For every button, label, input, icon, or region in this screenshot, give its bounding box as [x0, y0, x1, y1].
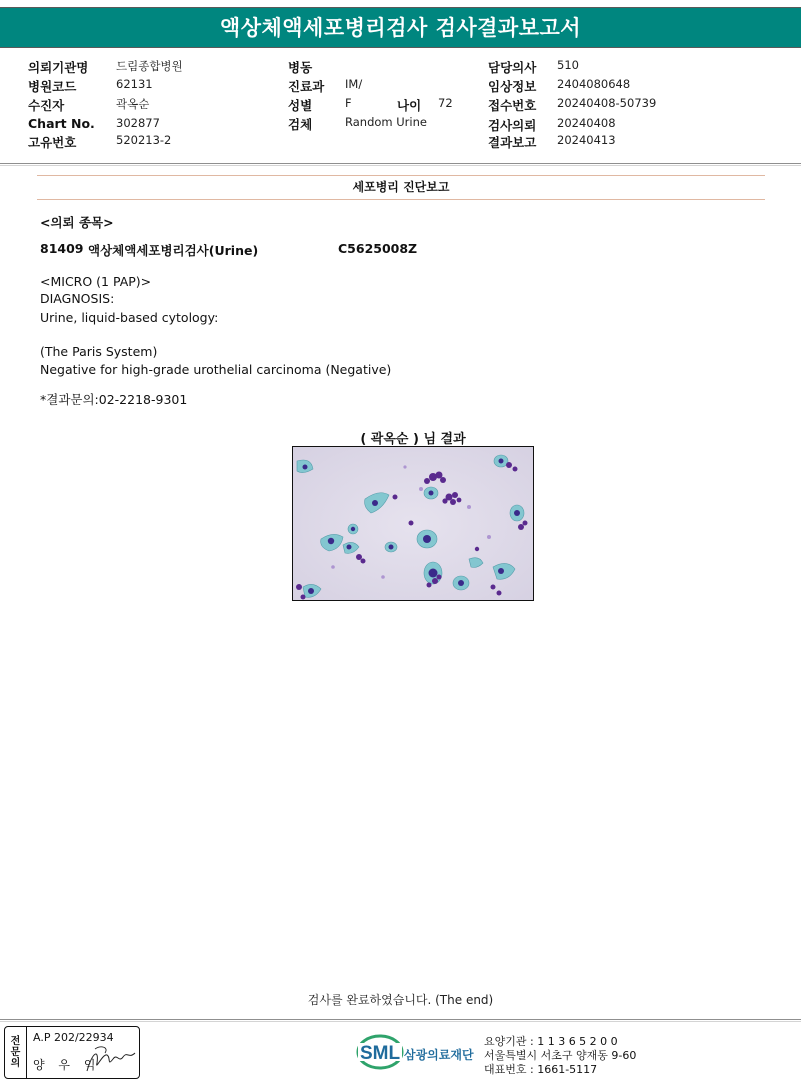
label-patient: 수진자: [28, 98, 65, 113]
label-specimen: 검체: [288, 117, 313, 132]
value-unique-no: 520213-2: [116, 133, 172, 147]
label-hospital-code: 병원코드: [28, 79, 77, 94]
system-line: (The Paris System): [40, 344, 158, 359]
label-sex: 성별: [288, 98, 313, 113]
pathologist-signature-box: [4, 1026, 140, 1079]
value-report-date: 20240413: [557, 133, 616, 147]
pathologist-name: 양 우 익: [33, 1058, 101, 1072]
test-code: 81409: [40, 241, 84, 256]
facility-number: 요양기관 : 1 1 3 6 5 2 0 0: [484, 1035, 618, 1048]
vertical-char-2: 문: [10, 1047, 21, 1058]
label-chart-no: Chart No.: [28, 116, 95, 131]
value-sex: F: [345, 96, 352, 110]
logo-mark: SML: [359, 1043, 401, 1064]
label-ward: 병동: [288, 60, 313, 75]
handwritten-signature: [83, 1041, 139, 1077]
vertical-char-1: 전: [10, 1036, 21, 1047]
label-doctor: 담당의사: [488, 60, 537, 75]
pathologist-code: A.P 202/22934: [33, 1031, 114, 1044]
value-doctor: 510: [557, 58, 579, 72]
value-age: 72: [438, 96, 453, 110]
cytology-image: [292, 446, 534, 601]
header-divider: [0, 163, 801, 166]
value-receipt-no: 20240408-50739: [557, 96, 657, 110]
test-id: C5625008Z: [338, 241, 418, 256]
request-heading: <의뢰 종목>: [40, 215, 114, 230]
address: 서울특별시 서초구 양재동 9-60: [484, 1049, 637, 1062]
section-title: 세포병리 진단보고: [352, 180, 450, 194]
value-patient: 곽옥순: [116, 97, 150, 111]
value-clinical-info: 2404080648: [557, 77, 631, 91]
micro-heading: <MICRO (1 PAP)>: [40, 274, 152, 289]
test-name: 액상체액세포병리검사(Urine): [88, 243, 259, 258]
value-institution: 드림종합병원: [116, 59, 183, 73]
vertical-char-3: 의: [10, 1058, 21, 1069]
specimen-line: Urine, liquid-based cytology:: [40, 310, 219, 325]
contact-line: *결과문의:02-2218-9301: [40, 392, 188, 407]
image-caption: ( 곽옥순 ) 님 결과: [360, 432, 466, 447]
label-unique-no: 고유번호: [28, 135, 77, 150]
result-line: Negative for high-grade urothelial carcinoma (Negative): [40, 362, 392, 377]
value-department: IM/: [345, 77, 363, 91]
label-institution: 의뢰기관명: [28, 60, 89, 75]
specialist-vertical-label: [5, 1027, 27, 1078]
report-title: 액상체액세포병리검사 검사결과보고서: [0, 7, 801, 48]
label-report-date: 결과보고: [488, 135, 537, 150]
label-department: 진료과: [288, 79, 325, 94]
end-of-report-text: 검사를 완료하였습니다. (The end): [307, 993, 494, 1007]
main-phone: 대표번호 : 1661-5117: [484, 1063, 598, 1076]
diagnosis-label: DIAGNOSIS:: [40, 291, 115, 306]
cytology-micrograph: [293, 447, 534, 601]
section-rule-top: [37, 175, 765, 176]
section-rule-bottom: [37, 199, 765, 200]
value-chart-no: 302877: [116, 116, 160, 130]
footer-divider: [0, 1019, 801, 1022]
value-specimen: Random Urine: [345, 115, 427, 129]
value-hospital-code: 62131: [116, 77, 153, 91]
label-age: 나이: [397, 98, 422, 113]
org-name: 삼광의료재단: [404, 1048, 474, 1062]
patient-info-block: [0, 56, 801, 156]
value-request-date: 20240408: [557, 116, 616, 130]
label-receipt-no: 접수번호: [488, 98, 537, 113]
label-request-date: 검사의뢰: [488, 118, 537, 133]
label-clinical-info: 임상정보: [488, 79, 537, 94]
